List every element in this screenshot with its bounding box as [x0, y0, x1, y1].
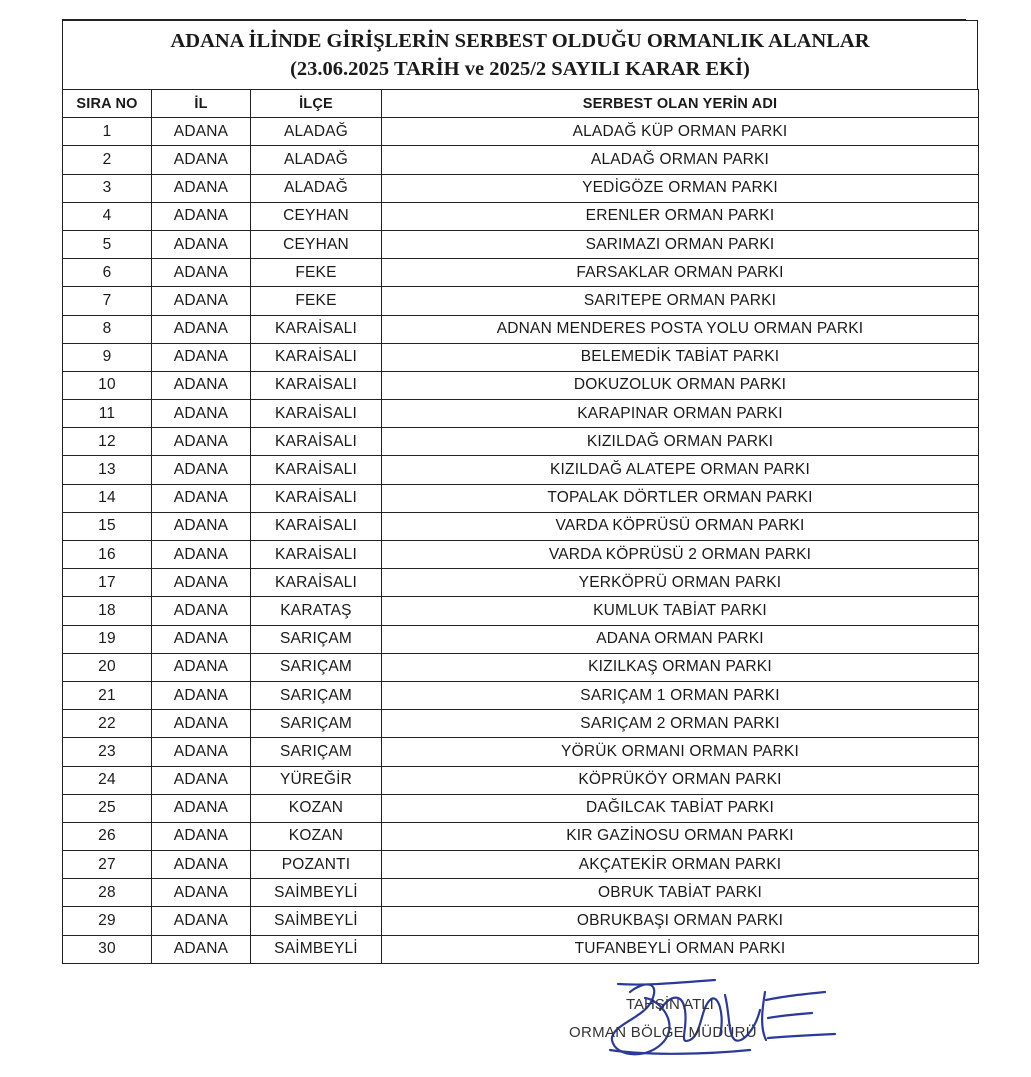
cell-ilce: KARAİSALI — [251, 400, 382, 428]
cell-il: ADANA — [152, 230, 251, 258]
cell-ilce: KARAİSALI — [251, 315, 382, 343]
cell-yer-adi: YERKÖPRÜ ORMAN PARKI — [382, 569, 979, 597]
table-row — [63, 681, 979, 709]
cell-yer-adi: FARSAKLAR ORMAN PARKI — [382, 259, 979, 287]
table-row — [63, 146, 979, 174]
cell-il: ADANA — [152, 907, 251, 935]
cell-yer-adi: KUMLUK TABİAT PARKI — [382, 597, 979, 625]
cell-yer-adi: YÖRÜK ORMANI ORMAN PARKI — [382, 738, 979, 766]
cell-ilce: ALADAĞ — [251, 146, 382, 174]
cell-ilce: SAİMBEYLİ — [251, 935, 382, 963]
table-row — [63, 710, 979, 738]
cell-yer-adi: DOKUZOLUK ORMAN PARKI — [382, 371, 979, 399]
cell-ilce: YÜREĞİR — [251, 766, 382, 794]
cell-yer-adi: ALADAĞ ORMAN PARKI — [382, 146, 979, 174]
cell-ilce: KOZAN — [251, 822, 382, 850]
cell-yer-adi: ALADAĞ KÜP ORMAN PARKI — [382, 118, 979, 146]
cell-il: ADANA — [152, 625, 251, 653]
cell-sira-no: 9 — [63, 343, 152, 371]
table-row — [63, 259, 979, 287]
cell-ilce: SARIÇAM — [251, 653, 382, 681]
cell-il: ADANA — [152, 653, 251, 681]
table-row — [63, 766, 979, 794]
cell-yer-adi: OBRUK TABİAT PARKI — [382, 879, 979, 907]
cell-ilce: FEKE — [251, 259, 382, 287]
cell-yer-adi: AKÇATEKİR ORMAN PARKI — [382, 851, 979, 879]
table-row — [63, 512, 979, 540]
signatory-name: TAHSİN ATLI — [626, 996, 714, 1013]
cell-sira-no: 22 — [63, 710, 152, 738]
cell-il: ADANA — [152, 738, 251, 766]
cell-ilce: KARAİSALI — [251, 569, 382, 597]
cell-sira-no: 20 — [63, 653, 152, 681]
cell-ilce: CEYHAN — [251, 230, 382, 258]
cell-yer-adi: KÖPRÜKÖY ORMAN PARKI — [382, 766, 979, 794]
cell-sira-no: 8 — [63, 315, 152, 343]
cell-ilce: KARAİSALI — [251, 484, 382, 512]
cell-ilce: SARIÇAM — [251, 681, 382, 709]
cell-ilce: SARIÇAM — [251, 625, 382, 653]
cell-yer-adi: KIR GAZİNOSU ORMAN PARKI — [382, 822, 979, 850]
cell-ilce: KARAİSALI — [251, 428, 382, 456]
cell-il: ADANA — [152, 202, 251, 230]
cell-il: ADANA — [152, 174, 251, 202]
cell-yer-adi: VARDA KÖPRÜSÜ 2 ORMAN PARKI — [382, 541, 979, 569]
cell-il: ADANA — [152, 428, 251, 456]
forest-areas-table — [62, 89, 979, 964]
cell-ilce: KARATAŞ — [251, 597, 382, 625]
cell-sira-no: 10 — [63, 371, 152, 399]
cell-il: ADANA — [152, 259, 251, 287]
cell-yer-adi: ADANA ORMAN PARKI — [382, 625, 979, 653]
signatory-title: ORMAN BÖLGE MÜDÜRÜ — [569, 1024, 757, 1041]
cell-il: ADANA — [152, 766, 251, 794]
cell-il: ADANA — [152, 371, 251, 399]
cell-yer-adi: SARIÇAM 2 ORMAN PARKI — [382, 710, 979, 738]
cell-sira-no: 23 — [63, 738, 152, 766]
cell-il: ADANA — [152, 569, 251, 597]
cell-ilce: KARAİSALI — [251, 541, 382, 569]
cell-ilce: FEKE — [251, 287, 382, 315]
table-row — [63, 851, 979, 879]
cell-sira-no: 21 — [63, 681, 152, 709]
cell-sira-no: 25 — [63, 794, 152, 822]
cell-il: ADANA — [152, 343, 251, 371]
cell-ilce: SAİMBEYLİ — [251, 879, 382, 907]
cell-il: ADANA — [152, 710, 251, 738]
cell-il: ADANA — [152, 146, 251, 174]
cell-sira-no: 17 — [63, 569, 152, 597]
cell-il: ADANA — [152, 512, 251, 540]
table-row — [63, 315, 979, 343]
cell-sira-no: 1 — [63, 118, 152, 146]
table-row — [63, 343, 979, 371]
table-row — [63, 118, 979, 146]
cell-yer-adi: SARITEPE ORMAN PARKI — [382, 287, 979, 315]
cell-yer-adi: YEDİGÖZE ORMAN PARKI — [382, 174, 979, 202]
cell-sira-no: 7 — [63, 287, 152, 315]
cell-il: ADANA — [152, 681, 251, 709]
cell-ilce: ALADAĞ — [251, 118, 382, 146]
table-row — [63, 625, 979, 653]
header-sira-no: SIRA NO — [63, 90, 152, 118]
cell-sira-no: 5 — [63, 230, 152, 258]
cell-sira-no: 2 — [63, 146, 152, 174]
table-row — [63, 287, 979, 315]
cell-yer-adi: KIZILDAĞ ORMAN PARKI — [382, 428, 979, 456]
table-row — [63, 230, 979, 258]
cell-ilce: SARIÇAM — [251, 738, 382, 766]
table-row — [63, 653, 979, 681]
cell-yer-adi: KARAPINAR ORMAN PARKI — [382, 400, 979, 428]
cell-sira-no: 16 — [63, 541, 152, 569]
cell-sira-no: 24 — [63, 766, 152, 794]
cell-yer-adi: VARDA KÖPRÜSÜ ORMAN PARKI — [382, 512, 979, 540]
cell-il: ADANA — [152, 456, 251, 484]
cell-sira-no: 18 — [63, 597, 152, 625]
cell-ilce: ALADAĞ — [251, 174, 382, 202]
cell-yer-adi: ADNAN MENDERES POSTA YOLU ORMAN PARKI — [382, 315, 979, 343]
table-row — [63, 935, 979, 963]
document-title — [62, 20, 978, 89]
cell-sira-no: 30 — [63, 935, 152, 963]
cell-il: ADANA — [152, 851, 251, 879]
cell-il: ADANA — [152, 794, 251, 822]
table-row — [63, 738, 979, 766]
cell-ilce: KARAİSALI — [251, 456, 382, 484]
cell-sira-no: 15 — [63, 512, 152, 540]
cell-ilce: KARAİSALI — [251, 343, 382, 371]
signature-strokes — [610, 980, 835, 1054]
cell-il: ADANA — [152, 597, 251, 625]
signature-block — [560, 990, 820, 1070]
cell-il: ADANA — [152, 822, 251, 850]
cell-sira-no: 14 — [63, 484, 152, 512]
cell-sira-no: 26 — [63, 822, 152, 850]
table-row — [63, 569, 979, 597]
cell-yer-adi: BELEMEDİK TABİAT PARKI — [382, 343, 979, 371]
cell-il: ADANA — [152, 287, 251, 315]
cell-yer-adi: ERENLER ORMAN PARKI — [382, 202, 979, 230]
top-rule — [62, 19, 966, 20]
signature-image — [590, 970, 840, 1070]
cell-sira-no: 28 — [63, 879, 152, 907]
table-row — [63, 400, 979, 428]
cell-sira-no: 29 — [63, 907, 152, 935]
cell-ilce: KARAİSALI — [251, 371, 382, 399]
table-row — [63, 541, 979, 569]
header-il: İL — [152, 90, 251, 118]
cell-yer-adi: TOPALAK DÖRTLER ORMAN PARKI — [382, 484, 979, 512]
table-row — [63, 202, 979, 230]
cell-sira-no: 19 — [63, 625, 152, 653]
table-row — [63, 371, 979, 399]
cell-yer-adi: DAĞILCAK TABİAT PARKI — [382, 794, 979, 822]
cell-sira-no: 6 — [63, 259, 152, 287]
document-sheet — [62, 20, 978, 964]
cell-sira-no: 12 — [63, 428, 152, 456]
cell-yer-adi: SARIÇAM 1 ORMAN PARKI — [382, 681, 979, 709]
table-row — [63, 428, 979, 456]
table-row — [63, 822, 979, 850]
table-row — [63, 907, 979, 935]
cell-ilce: SARIÇAM — [251, 710, 382, 738]
cell-ilce: KOZAN — [251, 794, 382, 822]
cell-il: ADANA — [152, 118, 251, 146]
cell-sira-no: 4 — [63, 202, 152, 230]
header-yer-adi: SERBEST OLAN YERİN ADI — [382, 90, 979, 118]
cell-ilce: CEYHAN — [251, 202, 382, 230]
cell-yer-adi: OBRUKBAŞI ORMAN PARKI — [382, 907, 979, 935]
cell-il: ADANA — [152, 935, 251, 963]
cell-sira-no: 27 — [63, 851, 152, 879]
cell-ilce: SAİMBEYLİ — [251, 907, 382, 935]
cell-ilce: POZANTI — [251, 851, 382, 879]
header-ilce: İLÇE — [251, 90, 382, 118]
title-line-2: (23.06.2025 TARİH ve 2025/2 SAYILI KARAR EKİ) — [290, 58, 750, 80]
cell-yer-adi: SARIMAZI ORMAN PARKI — [382, 230, 979, 258]
table-row — [63, 597, 979, 625]
cell-il: ADANA — [152, 879, 251, 907]
cell-il: ADANA — [152, 541, 251, 569]
cell-sira-no: 3 — [63, 174, 152, 202]
cell-il: ADANA — [152, 315, 251, 343]
table-header-row — [63, 90, 979, 118]
cell-yer-adi: TUFANBEYLİ ORMAN PARKI — [382, 935, 979, 963]
table-row — [63, 456, 979, 484]
table-row — [63, 484, 979, 512]
cell-yer-adi: KIZILKAŞ ORMAN PARKI — [382, 653, 979, 681]
cell-il: ADANA — [152, 484, 251, 512]
table-row — [63, 879, 979, 907]
cell-il: ADANA — [152, 400, 251, 428]
table-body — [63, 118, 979, 964]
table-row — [63, 174, 979, 202]
cell-ilce: KARAİSALI — [251, 512, 382, 540]
title-line-1: ADANA İLİNDE GİRİŞLERİN SERBEST OLDUĞU ORMANLIK ALANLAR — [170, 30, 870, 52]
cell-sira-no: 11 — [63, 400, 152, 428]
table-row — [63, 794, 979, 822]
cell-sira-no: 13 — [63, 456, 152, 484]
cell-yer-adi: KIZILDAĞ ALATEPE ORMAN PARKI — [382, 456, 979, 484]
